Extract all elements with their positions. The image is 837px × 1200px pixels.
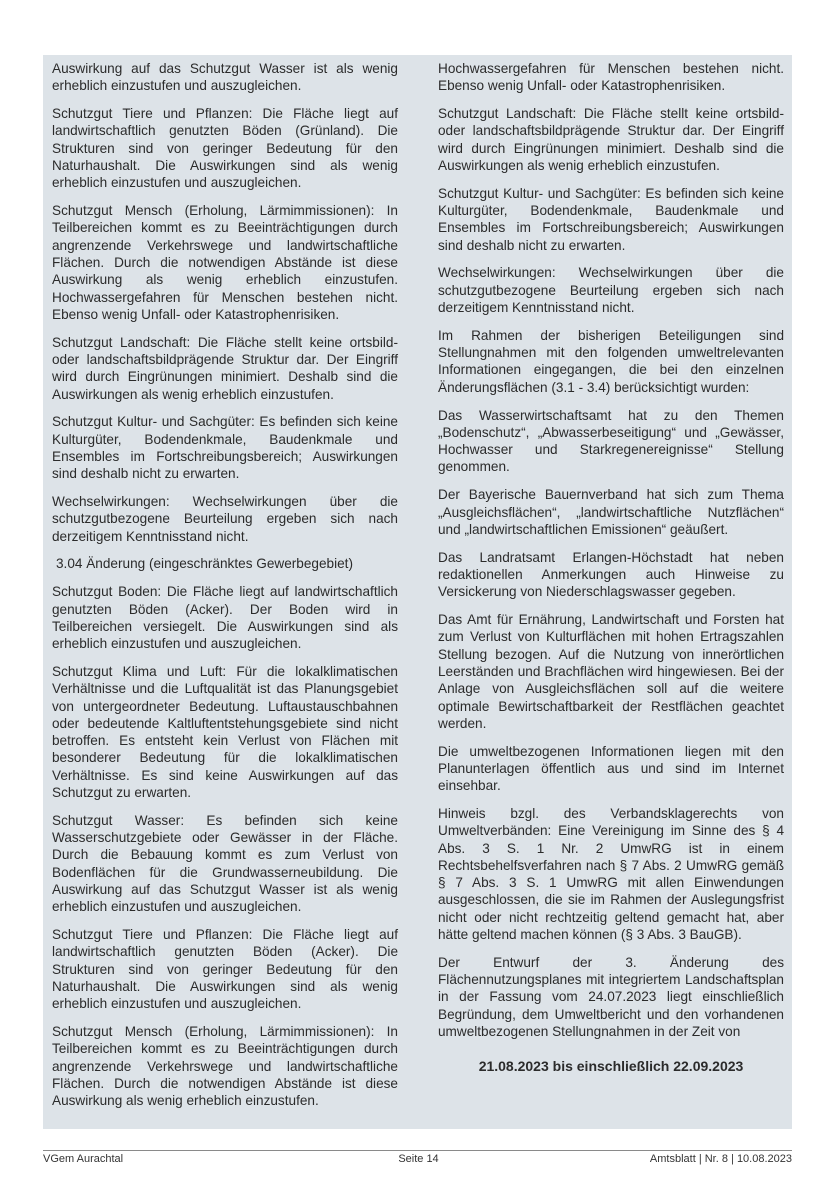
paragraph: Wechselwirkungen: Wechselwirkungen über die schutzgutbezogene Beurteilung ergeben sich nach derzeitigem Kenntnisstand nicht. xyxy=(438,265,784,316)
paragraph: Der Bayerische Bauernverband hat sich zum Thema „Ausgleichsflächen“, „landwirtschaftliche Nutzflächen“ und „landwirtschaftlichen Emissionen“ geäußert. xyxy=(438,487,784,537)
footer-publisher: VGem Aurachtal xyxy=(43,1153,124,1165)
paragraph: Schutzgut Kultur- und Sachgüter: Es befinden sich keine Kulturgüter, Bodendenkmale, Baudenkmale und Ensembles im Fortschreibungsbereich; Auswirkungen sind deshalb nicht zu erwarten. xyxy=(438,185,784,253)
paragraph: Die umweltbezogenen Informationen liegen mit den Planunterlagen öffentlich aus und sind im Internet einsehbar. xyxy=(438,743,784,794)
right-column xyxy=(438,60,784,1086)
paragraph: Im Rahmen der bisherigen Beteiligungen sind Stellungnahmen mit den folgenden umweltrelevanten Informationen eingegangen, die bei den einzelnen Änderungsflächen (3.1 - 3.4) berücksichtigt wurden: xyxy=(438,327,784,395)
paragraph: Schutzgut Landschaft: Die Fläche stellt keine ortsbild- oder landschaftsbildprägende Struktur dar. Der Eingriff wird durch Eingrünungen minimiert. Deshalb sind die Auswirkungen als wenig erheblich einzustufen. xyxy=(438,106,784,173)
paragraph: Schutzgut Kultur- und Sachgüter: Es befinden sich keine Kulturgüter, Bodendenkmale, Baudenkmale und Ensembles im Fortschreibungsbereich; Auswirkungen sind deshalb nicht zu erwarten. xyxy=(52,414,398,482)
paragraph: Hochwassergefahren für Menschen bestehen nicht. Ebenso wenig Unfall- oder Katastrophenrisiken. xyxy=(438,61,784,94)
paragraph: Auswirkung auf das Schutzgut Wasser ist als wenig erheblich einzustufen und auszugleichen. xyxy=(52,61,398,94)
date-range: 21.08.2023 bis einschließlich 22.09.2023 xyxy=(478,1058,744,1075)
footer-page-number: Seite 14 xyxy=(398,1153,439,1165)
paragraph: Wechselwirkungen: Wechselwirkungen über die schutzgutbezogene Beurteilung ergeben sich nach derzeitigem Kenntnisstand nicht. xyxy=(52,494,398,544)
paragraph: Schutzgut Wasser: Es befinden sich keine Wasserschutzgebiete oder Gewässer in der Fläche. Durch die Bebauung kommt es zum Verlust von Bodenflächen für die Grundwasserneubildung. Die Auswirkung auf das Schutzgut Wasser ist als wenig erheblich einzustufen und auszugleichen. xyxy=(52,812,398,915)
paragraph: Schutzgut Mensch (Erholung, Lärmimmissionen): In Teilbereichen kommt es zu Beeinträchtigungen durch angrenzende Verkehrswege und landwirtschaftliche Flächen. Durch die notwendigen Abstände ist diese Auswirkung als wenig erheblich einzustufen. xyxy=(52,1024,398,1109)
paragraph: Schutzgut Klima und Luft: Für die lokalklimatischen Verhältnisse und die Luftqualität ist das Planungsgebiet von untergeordneter Bedeutung. Luftaustauschbahnen oder bedeutende Kaltluftentstehungsgebiete sind nicht betroffen. Es entsteht kein Verlust von Flächen mit besonderer Bedeutung für die lokalklimatischen Verhältnisse. Es sind keine Auswirkungen auf das Schutzgut zu erwarten. xyxy=(52,663,398,800)
paragraph: Schutzgut Landschaft: Die Fläche stellt keine ortsbild- oder landschaftsbildprägende Struktur dar. Der Eingriff wird durch Eingrünungen minimiert. Deshalb sind die Auswirkungen als wenig erheblich einzustufen. xyxy=(52,334,398,402)
paragraph: Schutzgut Tiere und Pflanzen: Die Fläche liegt auf landwirtschaftlich genutzten Böden (Grünland). Die Strukturen sind von geringer Bedeutung für den Naturhaushalt. Die Auswirkungen sind als wenig erheblich einzustufen und auszugleichen. xyxy=(52,106,398,191)
paragraph: Schutzgut Boden: Die Fläche liegt auf landwirtschaftlich genutzten Böden (Acker). Der Boden wird in Teilbereichen versiegelt. Die Auswirkungen sind als erheblich einzustufen und auszugleichen. xyxy=(52,584,398,652)
paragraph: Hinweis bzgl. des Verbandsklagerechts von Umweltverbänden: Eine Vereinigung im Sinne des § 4 Abs. 3 S. 1 Nr. 2 UmwRG ist in einem Rechtsbehelfsverfahren nach § 7 Abs. 2 UmwRG gemäß § 7 Abs. 3 S. 1 UmwRG mit allen Einwendungen ausgeschlossen, die sie im Rahmen der Auslegungsfrist nicht oder nicht rechtzeitig geltend gemacht hat, aber hätte geltend machen können (§ 3 Abs. 3 BauGB). xyxy=(438,805,784,943)
paragraph: Schutzgut Tiere und Pflanzen: Die Fläche liegt auf landwirtschaftlich genutzten Böden (Acker). Die Strukturen sind von geringer Bedeutung für den Naturhaushalt. Die Auswirkungen sind als wenig erheblich einzustufen und auszugleichen. xyxy=(52,927,398,1012)
section-heading: 3.04 Änderung (eingeschränktes Gewerbegebiet) xyxy=(56,556,353,572)
left-column xyxy=(52,60,398,1120)
footer-divider xyxy=(43,1150,792,1151)
paragraph: Der Entwurf der 3. Änderung des Flächennutzungsplanes mit integriertem Landschaftsplan in der Fassung vom 24.07.2023 liegt einschließlich Begründung, dem Umweltbericht und den vorhandenen umweltbezogenen Stellungnahmen in der Zeit von xyxy=(438,954,784,1040)
paragraph: Das Wasserwirtschaftsamt hat zu den Themen „Bodenschutz“, „Abwasserbeseitigung“ und „Gewässer, Hochwasser und Starkregenereignisse“ Stellung genommen. xyxy=(438,407,784,475)
paragraph: Das Amt für Ernährung, Landwirtschaft und Forsten hat zum Verlust von Kulturflächen mit hohen Ertragszahlen Stellung bezogen. Auf die Nutzung von innerörtlichen Leerständen und Brachflächen wird hingewiesen. Bei der Anlage von Ausgleichsflächen soll auf die weitere optimale Bewirtschaftbarkeit der Restflächen geachtet werden. xyxy=(438,612,784,731)
footer-issue: Amtsblatt | Nr. 8 | 10.08.2023 xyxy=(649,1153,792,1165)
paragraph: Das Landratsamt Erlangen-Höchstadt hat neben redaktionellen Anmerkungen auch Hinweise zu Versickerung von Niederschlagswasser gegeben. xyxy=(438,549,784,600)
paragraph: Schutzgut Mensch (Erholung, Lärmimmissionen): In Teilbereichen kommt es zu Beeinträchtigungen durch angrenzende Verkehrswege und landwirtschaftliche Flächen. Durch die notwendigen Abstände ist diese Auswirkung als wenig erheblich einzustufen. Hochwassergefahren für Menschen bestehen nicht. Ebenso wenig Unfall- oder Katastrophenrisiken. xyxy=(52,203,398,322)
